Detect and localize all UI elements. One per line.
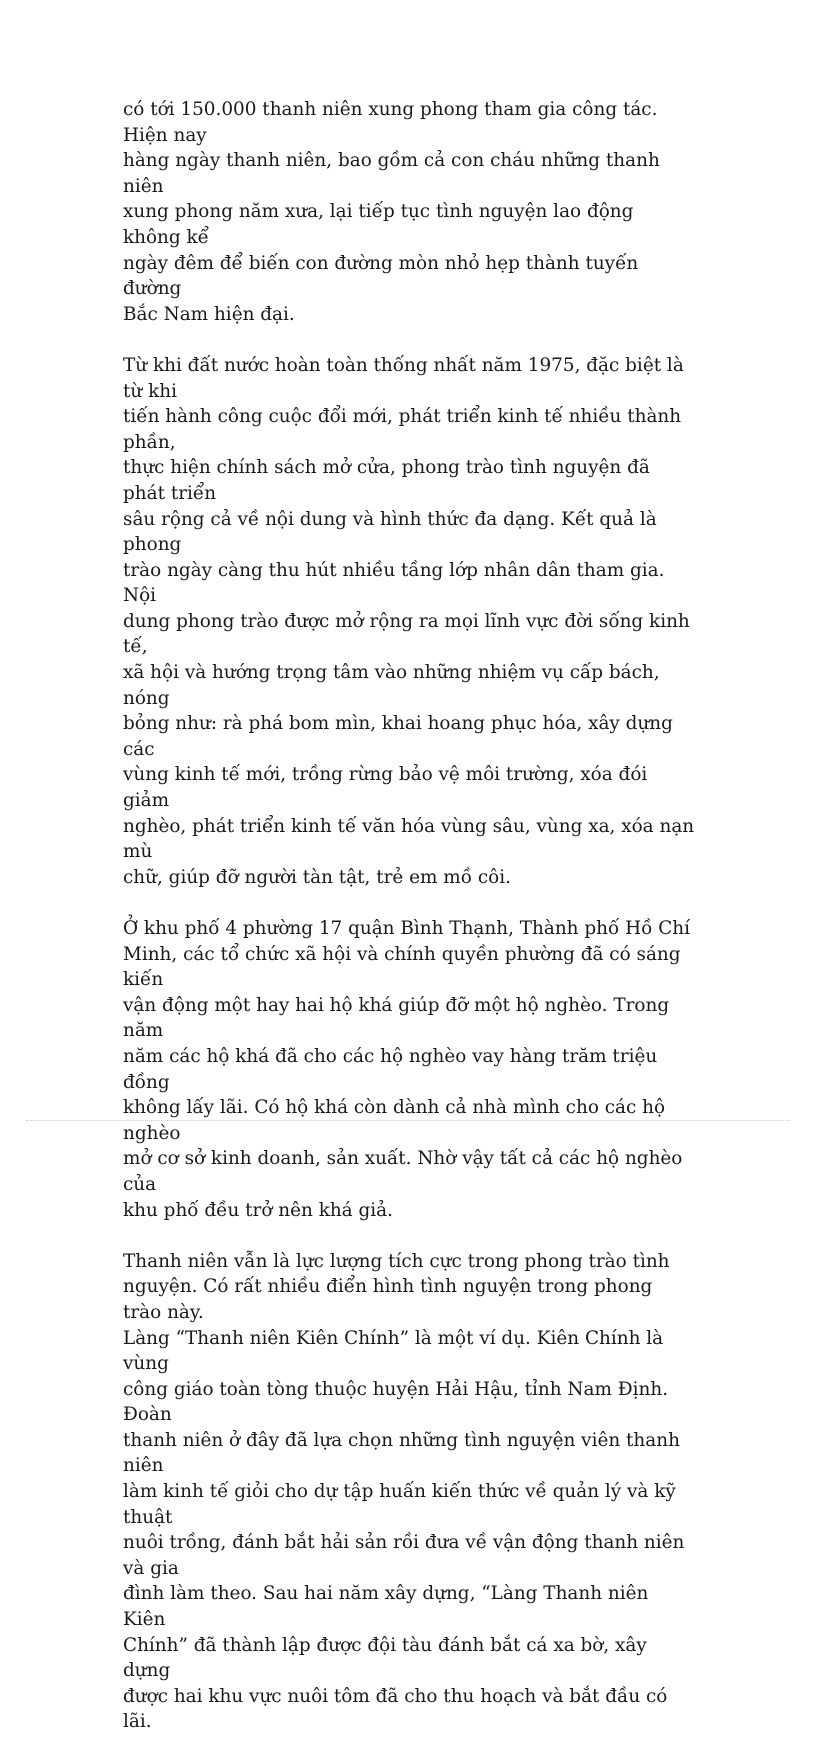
paragraph-1: có tới 150.000 thanh niên xung phong tham gia công tác. Hiện nay hàng ngày thanh niên, bao gồm cả con cháu những thanh niên xung phong năm xưa, lại tiếp tục tình nguyện lao động không kể ngày đêm để biến con đường mòn nhỏ hẹp thành tuyến đường Bắc Nam hiện đại.	[123, 99, 660, 325]
paragraph-3: Ở khu phố 4 phường 17 quận Bình Thạnh, Thành phố Hồ Chí Minh, các tổ chức xã hội và chính quyền phường đã có sáng kiến vận động một hay hai hộ khá giúp đỡ một hộ nghèo. Trong năm năm các hộ khá đã cho các hộ nghèo vay hàng trăm triệu đồng không lấy lãi. Có hộ khá còn dành cả nhà mình cho các hộ nghèo mở cơ sở kinh doanh, sản xuất. Nhờ vậy tất cả các hộ nghèo của khu phố đều trở nên khá giả.	[123, 918, 691, 1221]
body-text	[123, 97, 695, 1761]
paragraph-2: Từ khi đất nước hoàn toàn thống nhất năm 1975, đặc biệt là từ khi tiến hành công cuộc đổi mới, phát triển kinh tế nhiều thành phần, thực hiện chính sách mở cửa, phong trào tình nguyện đã phát triển sâu rộng cả về nội dung và hình thức đa dạng. Kết quả là phong trào ngày càng thu hút nhiều tầng lớp nhân dân tham gia. Nội dung phong trào được mở rộng ra mọi lĩnh vực đời sống kinh tế, xã hội và hướng trọng tâm vào những nhiệm vụ cấp bách, nóng bỏng như: rà phá bom mìn, khai hoang phục hóa, xây dựng các vùng kinh tế mới, trồng rừng bảo vệ môi trường, xóa đói giảm nghèo, phát triển kinh tế văn hóa vùng sâu, vùng xa, xóa nạn mù chữ, giúp đỡ người tàn tật, trẻ em mồ côi.	[123, 354, 695, 888]
page-bottom-divider	[26, 1120, 790, 1121]
paragraph-4: Thanh niên vẫn là lực lượng tích cực trong phong trào tình nguyện. Có rất nhiều điển hình tình nguyện trong phong trào này. Làng “Thanh niên Kiên Chính” là một ví dụ. Kiên Chính là vùng công giáo toàn tòng thuộc huyện Hải Hậu, tỉnh Nam Định. Đoàn thanh niên ở đây đã lựa chọn những tình nguyện viên thanh niên làm kinh tế giỏi cho dự tập huấn kiến thức về quản lý và kỹ thuật nuôi trồng, đánh bắt hải sản rồi đưa về vận động thanh niên và gia đình làm theo. Sau hai năm xây dựng, “Làng Thanh niên Kiên Chính” đã thành lập được đội tàu đánh bắt cá xa bờ, xây dựng được hai khu vực nuôi tôm đã cho thu hoạch và bắt đầu có lãi.	[123, 1250, 685, 1733]
